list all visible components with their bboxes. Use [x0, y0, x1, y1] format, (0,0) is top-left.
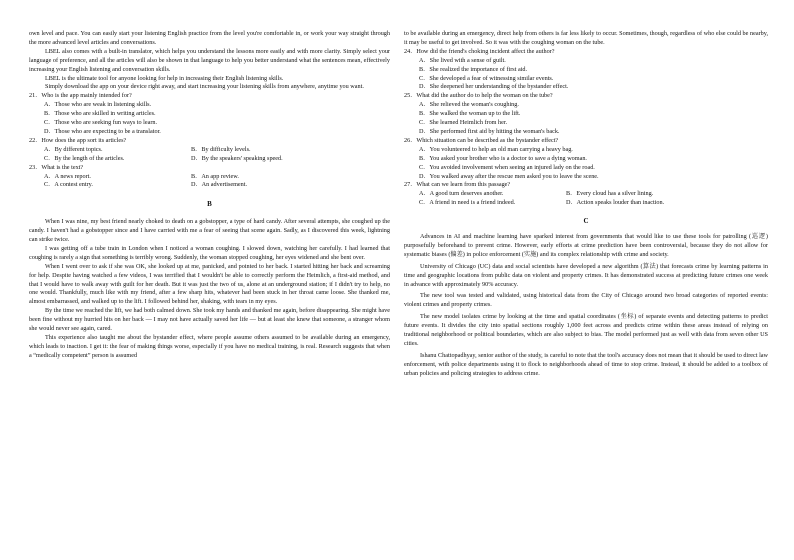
- option: A．A good turn deserves another.: [419, 190, 504, 198]
- option: A．A news report.: [44, 172, 91, 180]
- option: C．You avoided involvement when seeing an injured lady on the road.: [419, 163, 595, 171]
- question-stem: 26．Which situation can be described as the bystander effect?: [404, 136, 559, 144]
- option: B．By difficulty levels.: [191, 145, 251, 153]
- option: C．She learned Heimlich from her.: [419, 119, 508, 127]
- passage-b-paragraph: I was getting off a tube train in London when I noticed a woman coughing. I slowed down, watching her carefully. I had learned that coughing is rarely a sign that something is terribly wrong. Suddenly, the woman stopped coughing, her eyes widened and she bent over.: [29, 244, 390, 261]
- question-24: [404, 48, 768, 93]
- question-stem: 21．Who is the app mainly intended for?: [29, 92, 132, 100]
- passage-a-paragraph: LBEL also comes with a built-in translator, which helps you understand the lessons more easily and with more clarity. Simply select your language of preference, and all the articles will also be shown in that language to help you better understand what the sentences mean, effectively increasing your English listening and conversation skills.: [29, 47, 390, 73]
- question-stem: 24．How did the friend's choking incident affect the author?: [404, 47, 555, 55]
- option: B．She walked the woman up to the lift.: [419, 110, 521, 118]
- right-column: [404, 30, 768, 379]
- option: D．Those who are expecting to be a translator.: [44, 127, 161, 135]
- passage-b-paragraph: When I was nine, my best friend nearly choked to death on a gobstopper, a type of hard candy. After several attempts, she coughed up the candy. I haven't had a gobstopper since and I have carried with me a fear of seeing that scene again. Sadly, as I discovered this week, lightning can strike twice.: [29, 218, 390, 244]
- option: B．You asked your brother who is a doctor to save a dying woman.: [419, 154, 587, 162]
- option: B．She realized the importance of first aid.: [419, 65, 528, 73]
- question-stem: 25．What did the author do to help the woman on the tube?: [404, 92, 553, 100]
- question-25: [404, 92, 768, 137]
- option: D．An advertisement.: [191, 181, 248, 189]
- option: A．Those who are weak in listening skills.: [44, 101, 152, 109]
- option: C．She developed a fear of witnessing similar events.: [419, 74, 554, 82]
- section-b-heading: B: [207, 200, 212, 209]
- option: D．She performed first aid by hitting the woman's back.: [419, 127, 560, 135]
- passage-c-paragraph: The new model isolates crime by looking at the time and spatial coordinates (坐标) of separate events and detecting patterns to predict future events. It divides the city into spatial sections roughly 1,000 feet across and predicts crime within these areas instead of relying on traditional neighborhood or political boundaries, which are also subject to bias. The model performed just as well with data from seven other US cities.: [404, 313, 768, 347]
- question-stem: 22．How does the app sort its articles?: [29, 136, 127, 144]
- option: D．Action speaks louder than inaction.: [566, 199, 665, 207]
- passage-c-paragraph: Advances in AI and machine learning have sparked interest from governments that would like to use these tools for patrolling (巡逻) purposefully beforehand to prevent crime. However, early efforts at crime prediction have been controversial, because they do not allow for systematic biases (偏差) in police enforcement (实施) and its complex relationship with crime and society.: [404, 233, 768, 258]
- option: C．A contest entry.: [44, 181, 93, 189]
- option: C．A friend in need is a friend indeed.: [419, 199, 516, 207]
- option: C．Those who are seeking fun ways to learn.: [44, 119, 158, 127]
- option: A．You volunteered to help an old man carrying a heavy bag.: [419, 145, 573, 153]
- question-26: [404, 137, 768, 182]
- option: A．She lived with a sense of guilt.: [419, 56, 506, 64]
- option: B．Those who are skilled in writing articles.: [44, 110, 156, 118]
- option: C．By the length of the articles.: [44, 154, 125, 162]
- passage-b-paragraph: to be available during an emergency, direct help from others is far less likely to occur. Sometimes, though, regardless of who else could be nearby, it may be useful to get involved. So it was with the coughing woman on the tube.: [404, 30, 768, 46]
- option: D．You walked away after the rescue men asked you to leave the scene.: [419, 172, 599, 180]
- passage-c-paragraph: Ishanu Chattopadhyay, senior author of the study, is careful to note that the tool's accuracy does not mean that it should be used to direct law enforcement, with police departments using it to flock to neighborhoods ahead of time to stop crime. Instead, it should be added to a toolbox of urban policies and policing strategies to address crime.: [404, 351, 768, 377]
- passage-b-paragraph: When I went over to ask if she was OK, she looked up at me, panicked, and pointed to her back. I started hitting her back and screaming for help. Despite having watched a few videos, I was terrified that I wouldn't be able to correctly perform the Heimlich, a first-aid method, and that I would have to walk away with guilt for her death. But it was just the two of us, alone at an underground station; if I didn't try to help, no one would. Thankfully, much like with my friend, after a few sharp hits, whatever had been stuck in her throat came loose. She thanked me, almost embarrassed, and walked up to the lift. I followed behind her, shaking, with tears in my eyes.: [29, 262, 390, 306]
- left-column: [29, 30, 390, 361]
- question-stem: 23．What is the text?: [29, 163, 84, 171]
- question-21: [29, 92, 390, 137]
- option: D．She deepened her understanding of the bystander effect.: [419, 83, 569, 91]
- question-27: [404, 181, 768, 208]
- option: A．By different topics.: [44, 145, 103, 153]
- question-stem: 27．What can we learn from this passage?: [404, 181, 511, 189]
- question-23: [29, 164, 390, 191]
- option: D．By the speakers' speaking speed.: [191, 154, 283, 162]
- passage-c-paragraph: University of Chicago (UC) data and social scientists have developed a new algorithm (算法) that forecasts crime by learning patterns in time and geographic locations from public data on violent and property crimes. It has demonstrated success at predicting future crimes one week in advance with approximately 90% accuracy.: [404, 262, 768, 288]
- option: B．An app review.: [191, 172, 239, 180]
- passage-a-paragraph: own level and pace. You can easily start your listening English practice from the level you're comfortable in, or work your way straight through the more advanced level articles and conversations.: [29, 30, 390, 46]
- passage-c-paragraph: The new tool was tested and validated, using historical data from the City of Chicago around two broad categories of reported events: violent crimes and property crimes.: [404, 292, 768, 309]
- passage-b-paragraph: This experience also taught me about the bystander effect, where people assume others assumed to be available during an emergency, which leads to inaction. I get it: the fear of making things worse, especially if you have no medical training, is real. Research suggests that when a “medically competent” person is assumed: [29, 334, 390, 359]
- option: A．She relieved the woman's coughing.: [419, 101, 519, 109]
- option: B．Every cloud has a silver lining.: [566, 190, 654, 198]
- question-22: [29, 137, 390, 164]
- passage-a-paragraph: LBEL is the ultimate tool for anyone looking for help in increasing their English listening skills.: [45, 74, 284, 82]
- section-c-heading: C: [583, 217, 589, 226]
- passage-a-paragraph: Simply download the app on your device right away, and start increasing your listening skills from anywhere, anytime you want.: [45, 83, 364, 91]
- passage-b-paragraph: By the time we reached the lift, we had both calmed down. She took my hands and thanked me again, before disappearing. She might have been fine without my hurried hits on her back — I may not have actually saved her life — but at least she knew that someone, a stranger whom she would never see again, cared.: [29, 307, 390, 333]
